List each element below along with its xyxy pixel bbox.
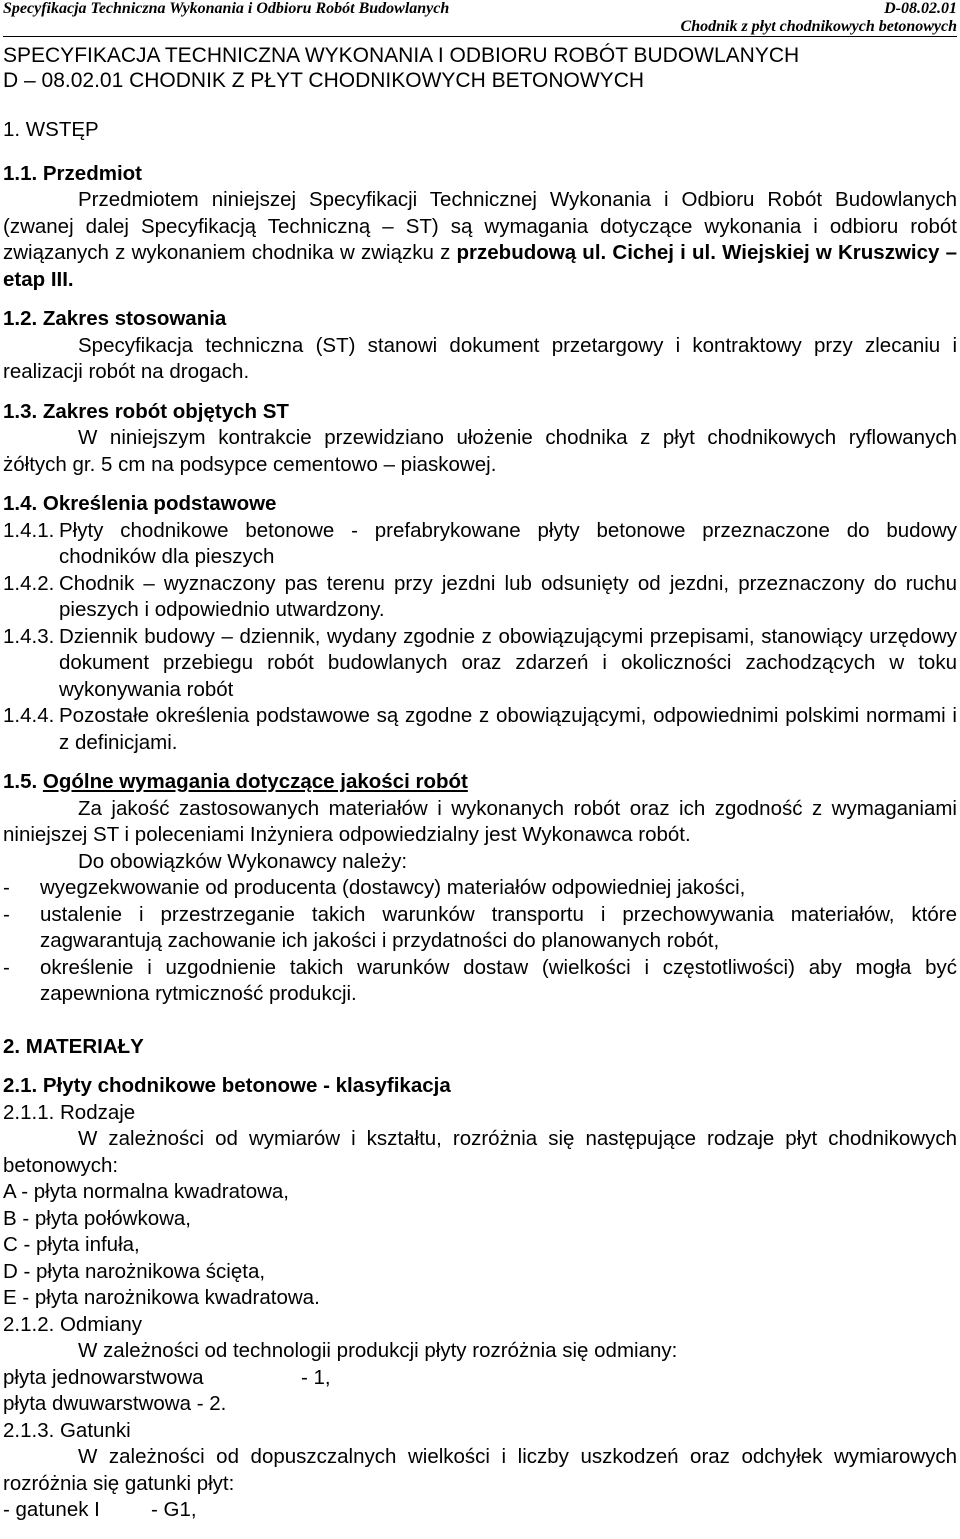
header-doc-subtitle: Chodnik z płyt chodnikowych betonowych [680,18,957,35]
slab-type-item: B - płyta połówkowa, [3,1206,192,1230]
slab-type-item: D - płyta narożnikowa ścięta, [3,1259,266,1283]
section-1-heading: 1. WSTĘP [3,118,99,141]
variant-label: płyta jednowarstwowa [3,1365,204,1389]
bullet-dash: - [3,876,10,899]
variant-row: płyta dwuwarstwowa - 2. [3,1392,227,1415]
section-1-5-text-1: Za jakość zastosowanych materiałów i wykonanych robót oraz ich zgodność z wymaganiami niniejszej ST i poleceniami Inżyniera odpowiedzialny jest Wykonawca robót. [3,796,957,846]
section-1-5-heading [3,769,957,796]
section-1-3-heading: 1.3. Zakres robót objętych ST [3,399,289,423]
section-1-5-title: Ogólne wymagania dotyczące jakości robót [42,770,468,793]
grade-label: - gatunek I [3,1498,100,1521]
section-2-1-2-heading: 2.1.2. Odmiany [3,1312,143,1336]
definition-number: 1.4.3. [3,624,55,648]
bullet-text: określenie i uzgodnienie takich warunków dostaw (wielkości i częstotliwości) aby mogła być zapewniona rytmiczność produkcji. [40,955,957,1005]
title-line-2: D – 08.02.01 CHODNIK Z PŁYT CHODNIKOWYCH BETONOWYCH [3,69,645,92]
header-left-title: Specyfikacja Techniczna Wykonania i Odbioru Robót Budowlanych [3,0,450,17]
bullet-dash: - [3,902,10,926]
section-2-1-3-text: W zależności od dopuszczalnych wielkości i liczby uszkodzeń oraz odchyłek wymiarowych rozróżnia się gatunki płyt: [3,1445,957,1495]
section-2-1-1-heading: 2.1.1. Rodzaje [3,1100,136,1124]
section-2-heading: 2. MATERIAŁY [3,1034,144,1058]
definition-number: 1.4.1. [3,518,55,542]
header-doc-code: D-08.02.01 [884,0,957,17]
slab-type-item: C - płyta infuła, [3,1233,140,1256]
requirement-bullet [3,902,957,955]
section-1-5-number: 1.5. [3,770,38,793]
section-2-1-heading: 2.1. Płyty chodnikowe betonowe - klasyfikacja [3,1074,451,1097]
definition-item [3,624,957,704]
section-2-1-3-heading: 2.1.3. Gatunki [3,1418,131,1442]
definition-text: Pozostałe określenia podstawowe są zgodne z obowiązującymi, odpowiednimi polskimi normami i z definicjami. [59,704,957,754]
definition-number: 1.4.2. [3,571,55,595]
section-1-3-text: W niniejszym kontrakcie przewidziano ułożenie chodnika z płyt chodnikowych ryflowanych żółtych gr. 5 cm na podsypce cementowo – piaskowej. [3,426,957,476]
section-1-1-text-main: Przedmiotem niniejszej Specyfikacji Technicznej Wykonania i Odbioru Robót Budowlanych (zwanej dalej Specyfikacją Techniczną – ST) są wymagania dotyczące wykonania i odbioru robót związanych z wykonaniem chodnika w związku z [3,188,957,264]
slab-type-item: A - płyta normalna kwadratowa, [3,1180,289,1203]
bullet-dash: - [3,955,10,979]
section-1-1-heading: 1.1. Przedmiot [3,161,142,185]
document-page [3,0,957,1524]
section-1-5-text-2: Do obowiązków Wykonawcy należy: [78,849,408,873]
definition-text: Dziennik budowy – dziennik, wydany zgodnie z obowiązującymi przepisami, stanowiący urzędowy dokument przebiegu robót budowlanych oraz zdarzeń i okoliczności zachodzących w toku wykonywania robót [59,624,957,701]
section-1-2-heading: 1.2. Zakres stosowania [3,307,227,330]
definition-text: Chodnik – wyznaczony pas terenu przy jezdni lub odsunięty od jezdni, przeznaczony do ruchu pieszych i odpowiednio utwardzony. [59,571,957,621]
title-line-1: SPECYFIKACJA TECHNICZNA WYKONANIA I ODBIORU ROBÓT BUDOWLANYCH [3,44,800,67]
bullet-text: wyegzekwowanie od producenta (dostawcy) materiałów odpowiedniej jakości, [40,876,746,899]
definition-item [3,571,957,624]
definition-item [3,518,957,571]
definition-item [3,703,957,756]
section-1-1-text [3,187,957,293]
definition-text: Płyty chodnikowe betonowe - prefabrykowane płyty betonowe przeznaczone do budowy chodników dla pieszych [59,518,957,568]
grade-value: - G1, [151,1498,197,1521]
definition-number: 1.4.4. [3,704,55,727]
requirement-bullet [3,875,957,902]
slab-type-item: E - płyta narożnikowa kwadratowa. [3,1286,320,1309]
document-title [3,43,957,93]
section-2-1-1-text: W zależności od wymiarów i kształtu, rozróżnia się następujące rodzaje płyt chodnikowych betonowych: [3,1127,957,1177]
variant-row [3,1365,957,1392]
bullet-text: ustalenie i przestrzeganie takich warunków transportu i przechowywania materiałów, które zagwarantują zachowanie ich jakości i przydatności do planowanych robót, [40,902,957,952]
section-2-1-2-text: W zależności od technologii produkcji płyty rozróżnia się odmiany: [78,1339,678,1362]
grade-row [3,1497,957,1524]
section-1-1-text-bold: przebudową ul. Cichej i ul. Wiejskiej w Kruszwicy – etap III. [3,241,957,291]
page-header [3,0,957,37]
section-1-4-heading: 1.4. Określenia podstawowe [3,492,277,515]
section-1-2-text: Specyfikacja techniczna (ST) stanowi dokument przetargowy i kontraktowy przy zlecaniu i realizacji robót na drogach. [3,333,957,383]
variant-value: - 1, [301,1365,331,1389]
requirement-bullet [3,955,957,1008]
